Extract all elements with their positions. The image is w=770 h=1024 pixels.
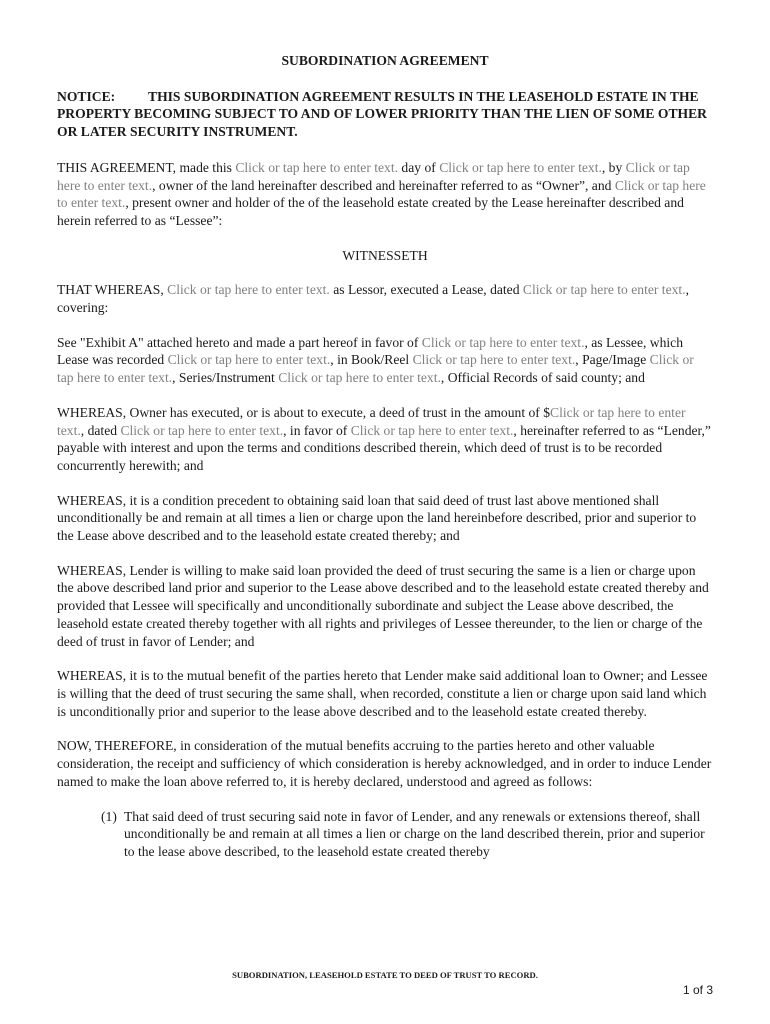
notice-paragraph [57,88,713,141]
text-run: , in favor of [283,422,351,438]
text-run: as Lessor, executed a Lease, dated [329,282,523,298]
text-run: , hereinafter referred to as “Lender,” payable with interest and upon the terms and conditions described therein, which deed of trust is to be recorded concurrently herewith; and [57,422,711,473]
text-run: , by [601,159,626,175]
whereas-lease-paragraph [57,281,713,316]
trust-date-field[interactable]: Click or tap here to enter text. [120,422,284,438]
lease-date-field[interactable]: Click or tap here to enter text. [522,282,686,298]
page-image-field[interactable]: Click or tap here to enter text. [57,352,694,386]
now-therefore-paragraph: NOW, THEREFORE, in consideration of the mutual benefits accruing to the parties hereto and other valuable consideration, the receipt and sufficiency of which consideration is hereby acknowledged, and in order to induce Lender named to make the loan above referred to, it is hereby declared, understood and agreed as follows: [57,738,712,789]
whereas-deed-paragraph [57,404,713,475]
lessee-favor-field[interactable]: Click or tap here to enter text. [421,334,585,350]
item-number: (1) [101,808,117,824]
text-run: , Series/Instrument [172,370,279,386]
text-run: , in Book/Reel [330,352,413,368]
text-run: See "Exhibit A" attached hereto and made a part hereof in favor of [57,334,422,350]
page-number: 1 of 3 [682,983,713,997]
text-run: , Official Records of said county; and [440,370,645,386]
owner-name-field[interactable]: Click or tap here to enter text. [57,159,690,193]
item-text: That said deed of trust securing said note in favor of Lender, and any renewals or extensions thereof, shall unconditionally be and remain at all times a lien or charge on the land described therein, prior and superior to the lease above described, to the leasehold estate created thereby [124,808,705,859]
text-run: THAT WHEREAS, [57,282,168,298]
text-run: , covering: [57,282,689,316]
text-run: , present owner and holder of the of the leasehold estate created by the Lease hereinafter described and herein referred to as “Lessee”: [57,195,684,228]
whereas-benefit-paragraph: WHEREAS, it is to the mutual benefit of the parties hereto that Lender make said additional loan to Owner; and Lessee is willing that the deed of trust securing the same shall, when recorded, constitute a lien or charge upon said land which is unconditionally prior and superior to the lease above described and to the leasehold estate created thereby. [57,668,708,719]
trust-amount-field[interactable]: Click or tap here to enter text. [57,404,686,438]
lessee-name-field[interactable]: Click or tap here to enter text. [57,177,706,211]
book-reel-field[interactable]: Click or tap here to enter text. [412,352,576,368]
text-run: WHEREAS, Owner has executed, or is about to execute, a deed of trust in the amount of $ [57,404,551,420]
notice-text: THIS SUBORDINATION AGREEMENT RESULTS IN THE LEASEHOLD ESTATE IN THE PROPERTY BECOMING SUBJECT TO AND OF LOWER PRIORITY THAN THE LIEN OF SOME OTHER OR LATER SECURITY INSTRUMENT. [57,88,707,140]
text-run: day of [398,159,440,175]
whereas-lender-paragraph: WHEREAS, Lender is willing to make said loan provided the deed of trust securing the same is a lien or charge upon the above described land prior and superior to the Lease above described and to the leasehold estate created thereby and provided that Lessee will specifically and unconditionally subordinate and subject the Lease above described, the leasehold estate created thereby together with all rights and privileges of Lessee thereunder, to the lien or charge of the deed of trust in favor of Lender; and [57,562,709,649]
page-footer: SUBORDINATION, LEASEHOLD ESTATE TO DEED OF TRUST TO RECORD. [232,970,538,980]
document-title: SUBORDINATION AGREEMENT [281,53,489,68]
notice-label: NOTICE: [57,88,116,104]
exhibit-paragraph [57,334,713,387]
text-run: , as Lessee, which Lease was recorded [57,334,683,368]
recorded-date-field[interactable]: Click or tap here to enter text. [167,352,331,368]
lessor-name-field[interactable]: Click or tap here to enter text. [167,282,330,298]
lender-name-field[interactable]: Click or tap here to enter text. [350,422,514,438]
text-run: THIS AGREEMENT, made this [57,159,236,175]
date-day-field[interactable]: Click or tap here to enter text. [235,159,399,175]
date-month-year-field[interactable]: Click or tap here to enter text. [439,159,602,175]
series-instrument-field[interactable]: Click or tap here to enter text. [278,370,441,386]
text-run: , Page/Image [575,352,650,368]
document-body [57,52,713,861]
numbered-item [101,808,713,861]
agreement-paragraph [57,159,713,230]
text-run: , owner of the land hereinafter described and hereinafter referred to as “Owner”, and [152,177,615,193]
text-run: , dated [80,422,121,438]
witnesseth-heading: WITNESSETH [342,247,428,263]
whereas-condition-paragraph: WHEREAS, it is a condition precedent to obtaining said loan that said deed of trust last above mentioned shall unconditionally be and remain at all times a lien or charge upon the land hereinbefore described, prior and superior to the Lease above described and to the leasehold estate created thereby; and [57,492,697,544]
